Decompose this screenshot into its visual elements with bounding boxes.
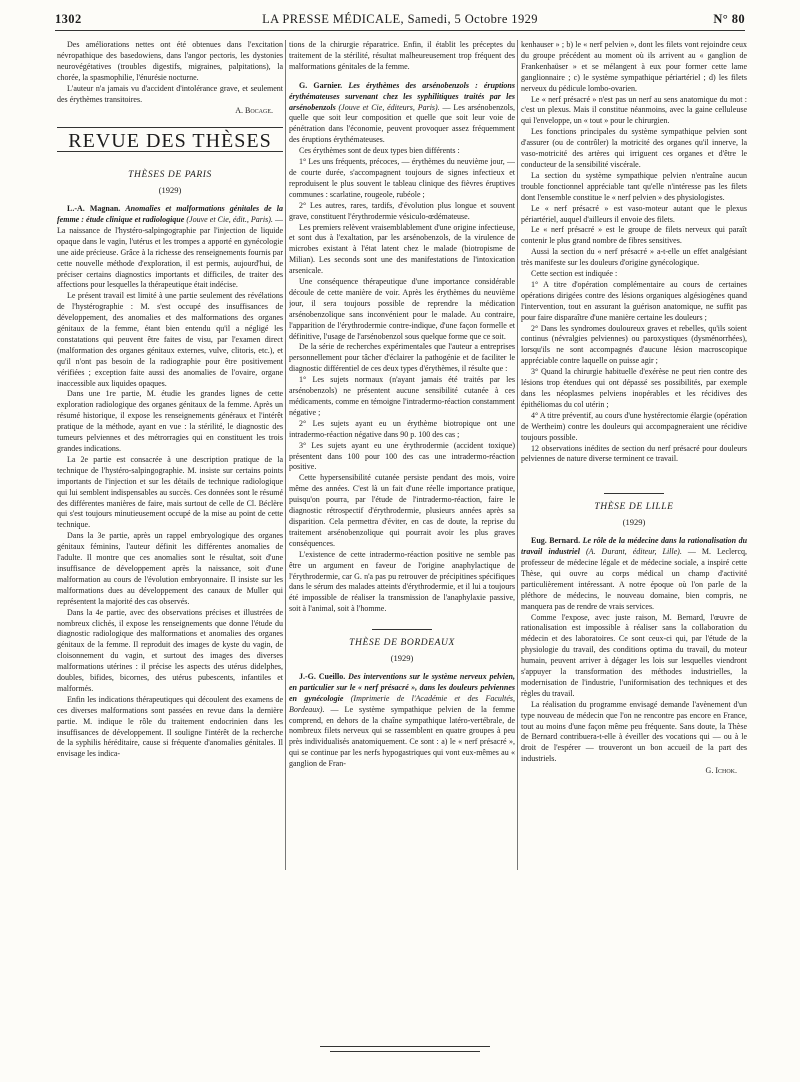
paragraph: 1° Les uns fréquents, précoces, — érythèmes du neuvième jour, — de courte durée, s'accompagnent toujours de signes infectieux et reproduisent le plus souvent le tableau clinique des fièvres éruptives communes : scarlatine, rougeole, rubéole ; xyxy=(289,157,515,199)
paragraph: L'existence de cette intradermo-réaction positive ne semble pas être un argument en faveur de l'origine anaphylactique de l'érythrodermie, car G. n'a pas pu retrouver de précipitines spécifiques dans le sérum des malades atteints d'érythrodermie, et il lui a toujours été impossible de réaliser la transmission de l'anaphylaxie passive, soit à l'animal, soit à l'homme. xyxy=(289,549,515,614)
divider xyxy=(372,629,432,630)
issue-number: N° 80 xyxy=(713,12,745,26)
section-year: (1929) xyxy=(158,185,182,196)
paragraph: Des améliorations nettes ont été obtenues dans l'excitation névropathique des basedowiens, dans l'angor pectoris, les dystonies neurovégétatives (troubles digestifs, migraines, palpitations), la chorée, la spasmophilie, l'énurésie nocturne. xyxy=(57,40,283,82)
footer-rule xyxy=(320,1046,490,1047)
section-title: THÈSES DE PARIS xyxy=(128,170,212,181)
thesis-author: L.-A. Magnan. xyxy=(67,204,121,214)
thesis-publisher: (Jouve et Cie, édit., Paris). xyxy=(186,214,273,224)
footer-rule xyxy=(330,1051,480,1052)
section-title: THÈSE DE BORDEAUX xyxy=(349,638,455,649)
paragraph: Une conséquence thérapeutique d'une importance considérable découle de cette manière de voir. Après les érythèmes du neuvième jour, il sera toujours possible de reprendre la médication arsénobenzolique sans inconvénient pour le malade. Au contraire, l'apparition de l'érythrodermie contre-indique, d'une façon formelle et définitive, l'usage de l'arsénobenzol sous quelque forme que ce soit. xyxy=(289,277,515,341)
author-signature: G. Ichok. xyxy=(705,766,737,776)
column-rule xyxy=(517,40,518,870)
paragraph: Le « nerf présacré » n'est pas un nerf au sens anatomique du mot : c'est un plexus. Mais il constitue néanmoins, avec la gaine celluleuse qui l'enveloppe, un « tout » pour le chirurgien. xyxy=(521,94,747,126)
paragraph: 3° Les sujets ayant eu une érythrodermie (accident toxique) présentent dans 100 pour 100 des cas une intradermo-réaction positive. xyxy=(289,440,515,472)
paragraph: Enfin les indications thérapeutiques qui découlent des examens de ces diverses malformations sont passées en revue dans la dernière partie. M. indique le rôle du traitement endocrinien dans les insuffisances de développement. Il souligne l'intérêt de la recherche de la syphilis héréditaire, cause si fréquente d'anomalies génitales. Il envisage les indica- xyxy=(57,694,283,759)
paragraph: 1° Les sujets normaux (n'ayant jamais été traités par les arsénobenzols) ne présentent aucune sensibilité cutanée à ces médicaments, comme en témoigne l'intradermo-réaction constamment négative ; xyxy=(289,375,515,417)
paragraph: La section du système sympathique pelvien n'entraîne aucun trouble fonctionnel appréciable tant qu'elle n'intéresse pas les filets dont l'ensemble constitue le « nerf pelvien » des physiologistes. xyxy=(521,170,747,202)
thesis-publisher: (A. Durant, éditeur, Lille). xyxy=(585,547,682,557)
thesis-title: Des interventions sur le système nerveux pelvien, en particulier sur le « nerf présacré », dans les douleurs pelviennes en gynécologie xyxy=(289,671,515,703)
paragraph: kenhauser » ; b) le « nerf pelvien », dont les filets vont rejoindre ceux du groupe précédent au moment où ils arrivent au « ganglion de Frankenhaüser » et se mélangent à eux pour former cette lame ganglionnaire ; c) le système sympathique périartériel ; d) les filets nerveux du pédicule lombo-ovarien. xyxy=(521,40,747,93)
paragraph: Le « nerf présacré » est le groupe de filets nerveux qui paraît contenir le plus grand nombre de fibres sensitives. xyxy=(521,225,747,246)
divider xyxy=(57,127,283,128)
paragraph: L'auteur n'a jamais vu d'accident d'intolérance grave, et seulement des érythèmes transitoires. xyxy=(57,83,283,104)
paragraph: Le présent travail est limité à une partie seulement des révélations de l'hystérographie : M. s'est occupé des insuffisances de développement, des anomalies et des malformations des organes génitaux de la femme, étant bien entendu qu'il a négligé les constatations qui peuvent être faites de visu, par l'examen direct (malformation des organes génitaux externes, vulve, clitoris, etc.), et qu'il n'ont pas besoin de la radiographie pour être positivement vérifiées ; exception faite aussi des anomalies de l'ovaire, organe inaccessible aux liquides opaques. xyxy=(57,291,283,388)
thesis-publisher: (Imprimerie de l'Académie et des Facultés, Bordeaux). xyxy=(289,693,515,714)
paragraph: Dans la 3e partie, après un rappel embryologique des organes génitaux féminins, l'auteur définit les différentes anomalies de l'adulte. Il montre que ces anomalies sont le résultat, soit d'une insuffisance de développement après la naissance, soit d'une malformation au cours de l'évolution embryonnaire. Il insiste sur les malformations dues au développement des canaux de Muller qui représentent la majorité des cas observés. xyxy=(57,531,283,606)
paragraph: Cette section est indiquée : xyxy=(531,269,618,279)
divider xyxy=(604,493,664,494)
paragraph: tions de la chirurgie réparatrice. Enfin, il établit les préceptes du traitement de la stérilité, résultat malheureusement trop fréquent des malformations génitales de la femme. xyxy=(289,40,515,71)
paragraph: 1° A titre d'opération complémentaire au cours de certaines opérations dirigées contre des lésions organiques algésiogènes quand l'intervention, tout en assurant la guérison anatomique, ne suffit pas pour faire disparaître d'une manière certaine les douleurs ; xyxy=(521,279,747,322)
column-2 xyxy=(289,40,515,1050)
thesis-author: J.-G. Cueillo. xyxy=(299,671,346,681)
paragraph: 2° Les autres, rares, tardifs, d'évolution plus longue et souvent grave, constituent l'érythrodermie vésiculo-œdémateuse. xyxy=(289,200,515,221)
thesis-text: — M. Leclercq, professeur de médecine légale et de médecine sociale, a inspiré cette Thèse, qui ouvre au corps médical un champ d'activité particulièrement intéressant. A notre époque où l'on parle de la pléthore de médecins, le nouveau domaine, bien compris, ne manquera pas de rendre de vrais services. xyxy=(521,547,747,611)
page-number: 1302 xyxy=(55,12,82,26)
column-1 xyxy=(57,40,283,1050)
section-year: (1929) xyxy=(622,517,646,528)
thesis-entry xyxy=(521,536,747,612)
paragraph: Dans une 1re partie, M. étudie les grandes lignes de cette exploration radiologique des organes génitaux de la femme. Après un résumé historique, il expose les renseignements généraux et l'intérêt pratique de la méthode, ayant en vue : la stérilité, le diagnostic des tumeurs pelviennes et des métrorragies qui en constituent les trois grandes indications. xyxy=(57,389,283,453)
paragraph: Ces érythèmes sont de deux types bien différents : xyxy=(299,146,460,156)
thesis-text: — La naissance de l'hystéro-salpingographie par l'injection de liquide opaque dans le vagin, l'utérus et les trompes a apporté en gynécologie une aide précieuse. Grâce à la richesse des renseignements fournis par cette nouvelle méthode d'exploration, il est permis, aujourd'hui, de préciser certains diagnostics importants et difficiles, de traiter des affections pour lesquelles la thérapeutique était indécise. xyxy=(57,214,283,290)
thesis-title: Les érythèmes des arsénobenzols : éruptions érythémateuses survenant chez les syphilitiques traités par les arsénobenzols xyxy=(289,80,515,112)
column-3 xyxy=(521,40,747,1050)
paragraph: La 2e partie est consacrée à une description pratique de la technique de l'hystéro-salpingographie. M. insiste sur certains points importants de l'injection et sur les détails de technique radiologique qui lui semblent indispensables au succès. Ces données sont le résumé des différentes manières de faire, mais surtout de celle de Cl. Béclère qui s'est toujours minutieusement occupé de la mise au point de cette technique. xyxy=(57,454,283,530)
paragraph: La réalisation du programme envisagé demande l'avènement d'un type nouveau de médecin que l'on ne rencontre pas encore en France, tout au moins d'une façon même peu fréquente. Sans doute, la Thèse de Bernard contribuera-t-elle à éveiller des vocations qui — ou à le droit de l'espérer — trouveront un bon accueil de la part des industriels. xyxy=(521,699,747,764)
section-year: (1929) xyxy=(390,653,414,664)
thesis-entry xyxy=(57,204,283,291)
paragraph: De la série de recherches expérimentales que l'auteur a entreprises personnellement pour tâcher d'éclairer la pathogénie et de faciliter le diagnostic différentiel de ces deux types d'érythèmes, il résulte que : xyxy=(289,342,515,374)
thesis-title: Anomalies et malformations génitales de la femme : étude clinique et radiologique xyxy=(57,204,283,224)
author-signature: A. Bocage. xyxy=(235,106,273,116)
paragraph: 3° Quand la chirurgie habituelle d'exérèse ne peut rien contre des lésions trop étendues qui ont dépassé ses possibilités, par exemple dans les néoplasmes pelviens inopérables et les récidives des épithéliomas du col utérin ; xyxy=(521,367,747,409)
section-title: THÈSE DE LILLE xyxy=(594,502,674,513)
paragraph: 4° A titre préventif, au cours d'une hystérectomie élargie (opération de Wertheim) contre les douleurs qui accompagneraient une récidive toujours possible. xyxy=(521,410,747,442)
thesis-author: G. Garnier. xyxy=(299,80,343,90)
thesis-entry xyxy=(289,81,515,146)
journal-title: LA PRESSE MÉDICALE, Samedi, 5 Octobre 1929 xyxy=(262,12,538,26)
paragraph: 12 observations inédites de section du nerf présacré pour douleurs pelviennes de nature diverse terminent ce travail. xyxy=(521,443,747,464)
paragraph: Cette hypersensibilité cutanée persiste pendant des mois, voire même des années. C'est là un fait d'une réelle importance pratique, puisqu'on pourra, par l'étude de l'intradermo-réaction, faire le diagnostic rétrospectif d'érythrodermie, plusieurs années après sa disparition. Cela permettra d'éviter, en cas de doute, la reprise du traitement arsénobenzolique qui pourrait avoir les plus graves conséquences. xyxy=(289,473,515,548)
thesis-text: — Les arsénobenzols, quelle que soit leur composition et quelle que soit leur voie de pénétration dans l'économie, peuvent provoquer assez fréquemment des éruptions érythémateuses. xyxy=(289,102,515,145)
thesis-publisher: (Jouve et Cie, éditeurs, Paris). xyxy=(338,102,440,112)
thesis-author: Eug. Bernard. xyxy=(531,536,581,546)
paragraph: Les premiers relèvent vraisemblablement d'une origine infectieuse, et sont dus à l'exaltation, par les arsénobenzols, de la virulence de microbes existant à l'état latent chez le malade (biotropisme de Milian). Les seconds sont une des manifestations de l'intoxication arsenicale. xyxy=(289,222,515,276)
paragraph: Les fonctions principales du système sympathique pelvien sont d'assurer (ou de contrôler) la motricité des organes qu'il innerve, la vaso-motricité des artères qui irriguent ces organes et d'être le conducteur de la sensibilité viscérale. xyxy=(521,127,747,169)
paragraph: Aussi la section du « nerf présacré » a-t-elle un effet analgésiant très manifeste sur les douleurs d'origine gynécologique. xyxy=(521,247,747,268)
paragraph: Comme l'expose, avec juste raison, M. Bernard, l'œuvre de rationalisation est impossible à réaliser sans la collaboration du médecin et des laboratoires. Ce sont ceux-ci qui, par l'étude de la physiologie du travail, des conditions optima du travail, du moteur humain, peuvent arriver à dégager les lois sur lesquelles viendront s'appuyer la transformation des méthodes industrielles, la modernisation de l'industrie, l'uniformisation des techniques et des règles du travail. xyxy=(521,612,747,698)
paragraph: 2° Les sujets ayant eu un érythème biotropique ont une intradermo-réaction négative dans 90 p. 100 des cas ; xyxy=(289,418,515,439)
page-header xyxy=(55,10,745,31)
thesis-text: — Le système sympathique pelvien de la femme comprend, en dehors de la chaîne sympathique latéro-vertébrale, de nombreux filets nerveux qui se rassemblent en quatre groupes à peu près individualisés anatomiquement. Ce sont : a) le « nerf présacré », qui se continue par les nerfs hypogastriques qui vont eux-mêmes au « ganglion de Fran- xyxy=(289,704,515,769)
column-rule xyxy=(285,40,286,870)
thesis-title: Le rôle de la médecine dans la rationalisation du travail industriel xyxy=(521,536,747,557)
paragraph: Le « nerf présacré » est vaso-moteur autant que le plexus périartériel, auquel d'ailleurs il envoie des filets. xyxy=(521,203,747,224)
paragraph: Dans la 4e partie, avec des observations précises et illustrées de nombreux clichés, il expose les renseignements que donne l'étude du diagnostic radiologique des malformations et anomalies des organes génitaux de la femme. Il reproduit des images de kyste du vagin, de cloisonnement du vagin, et surtout des images des diverses malformations utérines : il précise les aspects des utérus didelphes, doubles, bifides, bicornes, des utérus pubescents, infantiles et malformés. xyxy=(57,607,283,693)
thesis-entry xyxy=(289,672,515,770)
rubric-title: REVUE DES THÈSES xyxy=(68,130,272,153)
paragraph: 2° Dans les syndromes douloureux graves et rebelles, qu'ils soient continus (névralgies pelviennes) ou paroxystiques (dysménorrhées), lorsqu'ils ne sont accompagnés d'aucune lésion macroscopique appréciable contre laquelle on puisse agir ; xyxy=(521,323,747,366)
